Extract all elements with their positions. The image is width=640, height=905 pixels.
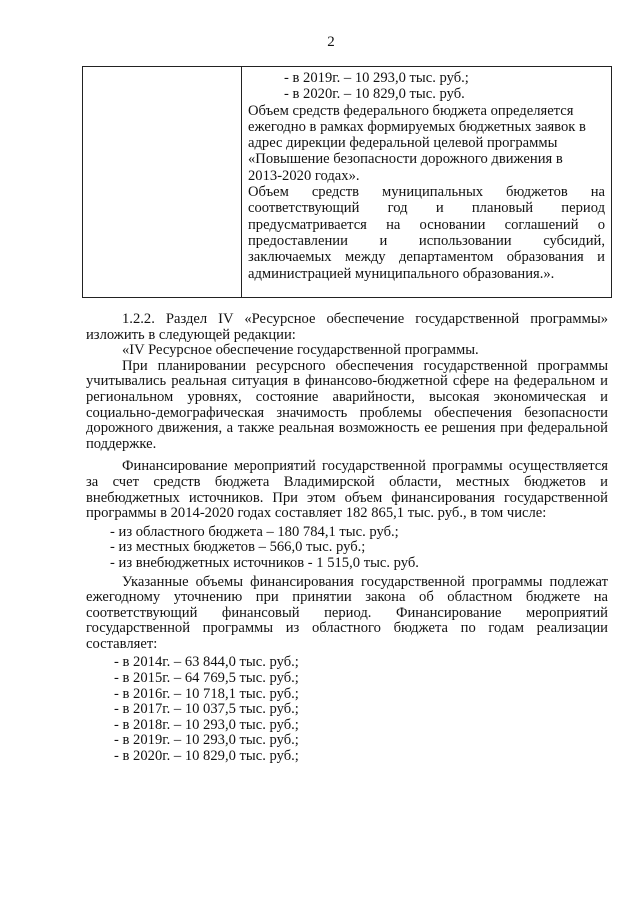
section-heading: «IV Ресурсное обеспечение государственной программы.: [122, 342, 479, 359]
year-item: - в 2015г. – 64 769,5 тыс. руб.;: [114, 670, 299, 687]
paragraph-financing: Финансирование мероприятий государственной программы осуществляется за счет средств бюджета Владимирской области, местных бюджетов и внебюджетных источников. При этом объем финансирования государственной программы в 2014-2020 годах составляет 182 865,1 тыс. руб., в том числе:: [86, 458, 608, 522]
municipal-line: соответствующий год и плановый период: [248, 200, 605, 217]
table-right-cell: [242, 67, 611, 297]
table-line-2019: - в 2019г. – 10 293,0 тыс. руб.;: [284, 70, 469, 86]
year-item: - в 2017г. – 10 037,5 тыс. руб.;: [114, 701, 299, 718]
source-item: - из местных бюджетов – 566,0 тыс. руб.;: [110, 539, 366, 556]
year-item: - в 2018г. – 10 293,0 тыс. руб.;: [114, 716, 299, 733]
table-line-2020: - в 2020г. – 10 829,0 тыс. руб.: [284, 86, 465, 103]
municipal-line: предусматривается на основании соглашений о: [248, 216, 605, 233]
federal-line: 2013-2020 годах».: [248, 167, 360, 184]
funding-table: [82, 66, 612, 298]
federal-line: Объем средств федерального бюджета определяется: [248, 102, 574, 119]
year-item: - в 2016г. – 10 718,1 тыс. руб.;: [114, 685, 299, 702]
federal-line: адрес дирекции федеральной целевой программы: [248, 135, 558, 152]
municipal-line: заключаемых между департаментом образования и: [248, 249, 605, 266]
table-left-cell: [83, 67, 242, 297]
document-body: [86, 312, 608, 765]
federal-line: «Повышение безопасности дорожного движения в: [248, 151, 563, 168]
municipal-line: предоставлении и использовании субсидий,: [248, 232, 605, 249]
source-item: - из областного бюджета – 180 784,1 тыс. руб.;: [110, 523, 399, 540]
federal-line: ежегодно в рамках формируемых бюджетных заявок в: [248, 118, 586, 135]
paragraph-planning: При планировании ресурсного обеспечения государственной программы учитывались реальная ситуация в финансово-бюджетной сфере на федеральном и региональном уровнях, состояние аварийности, высокая экономическая и социально-демографическая значимость проблемы обеспечения безопасности дорожного движения, а также реальная возможность ее решения при федеральной поддержке.: [86, 357, 608, 452]
municipal-line: администрацией муниципального образования.».: [248, 265, 555, 282]
page-number: 2: [327, 34, 335, 50]
year-item: - в 2014г. – 63 844,0 тыс. руб.;: [114, 654, 299, 671]
year-item: - в 2019г. – 10 293,0 тыс. руб.;: [114, 732, 299, 749]
paragraph-volumes: Указанные объемы финансирования государственной программы подлежат ежегодному уточнению при принятии закона об областном бюджете на соответствующий финансовый период. Финансирование мероприятий государственной программы из областного бюджета по годам реализации составляет:: [86, 573, 608, 652]
paragraph-section-intro: 1.2.2. Раздел IV «Ресурсное обеспечение государственной программы» изложить в следующей редакции:: [86, 311, 608, 343]
municipal-line: Объем средств муниципальных бюджетов на: [248, 184, 605, 201]
year-item: - в 2020г. – 10 829,0 тыс. руб.;: [114, 748, 299, 765]
source-item: - из внебюджетных источников - 1 515,0 тыс. руб.: [110, 554, 419, 571]
